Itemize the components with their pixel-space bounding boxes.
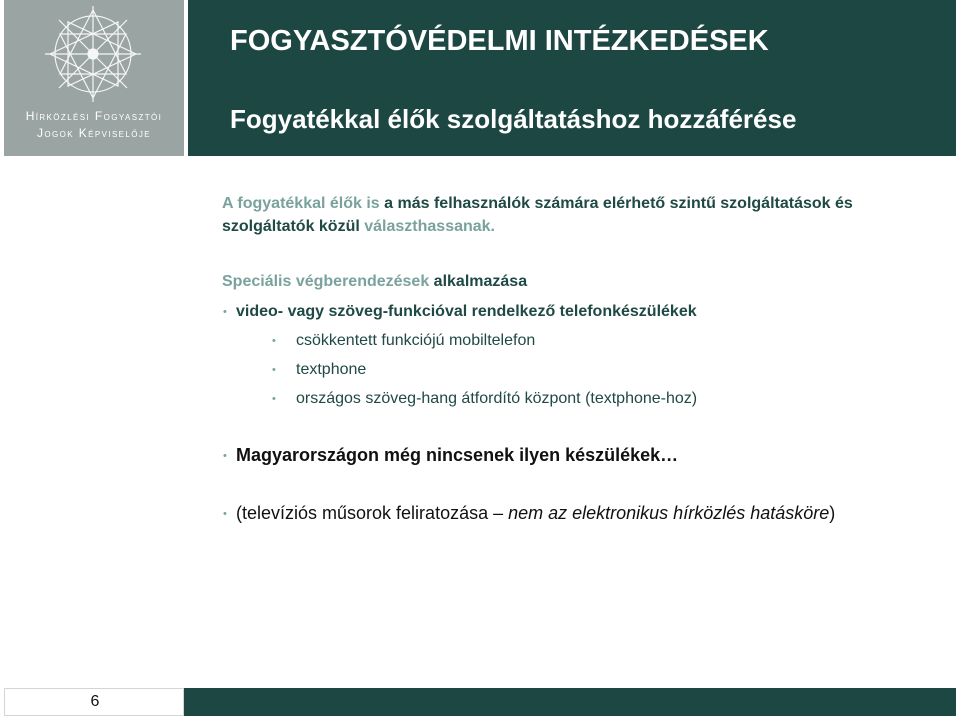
section-heading-dark: alkalmazása (429, 273, 528, 290)
slide-title: FOGYASZTÓVÉDELMI INTÉZKEDÉSEK (230, 25, 769, 57)
list-item-video (223, 303, 697, 321)
list-item-tv (223, 503, 836, 524)
logo-text-line-2: Jogok Képviselője (36, 126, 152, 140)
list-item-text: (televíziós műsorok feliratozása – (236, 503, 509, 523)
list-item-text-end: ) (829, 503, 836, 523)
list-item-text: országos szöveg-hang átfordító központ (textphone-hoz) (296, 390, 698, 407)
intro-text-main: a más felhasználók számára elérhető szintű szolgáltatások és szolgáltatók közül (222, 195, 853, 235)
bullet-dot: • (223, 450, 227, 462)
list-item-text: video- vagy szöveg-funkcióval rendelkező telefonkészülékek (236, 303, 697, 320)
star-burst-icon (38, 2, 148, 112)
bullet-dot: • (272, 393, 276, 405)
slide-subtitle: Fogyatékkal élők szolgáltatáshoz hozzáférése (230, 104, 797, 134)
intro-text-muted-end: választhassanak. (364, 218, 495, 235)
logo-text-line-1: Hírközlési Fogyasztói (25, 109, 163, 123)
list-item-sub (272, 361, 367, 379)
page-number: 6 (90, 693, 100, 710)
list-item-text: Magyarországon még nincsenek ilyen készülékek… (236, 445, 679, 465)
bullet-dot: • (223, 306, 227, 318)
logo (4, 0, 184, 156)
header-band (188, 0, 956, 156)
intro-paragraph (222, 192, 942, 238)
bullet-dot: • (223, 508, 227, 520)
list-item-hungary (223, 445, 679, 466)
list-item-text: textphone (296, 361, 367, 378)
bullet-dot: • (272, 335, 276, 347)
section-heading (222, 273, 527, 291)
page-number-box (4, 688, 184, 716)
list-item-text-italic: nem az elektronikus hírközlés hatásköre (508, 503, 830, 523)
footer-band (4, 688, 956, 716)
list-item-sub (272, 390, 698, 408)
list-item-sub (272, 332, 536, 350)
bullet-dot: • (272, 364, 276, 376)
section-heading-muted: Speciális végberendezések (222, 273, 430, 290)
list-item-text: csökkentett funkciójú mobiltelefon (296, 332, 536, 349)
intro-text-muted: A fogyatékkal élők is (222, 195, 380, 212)
